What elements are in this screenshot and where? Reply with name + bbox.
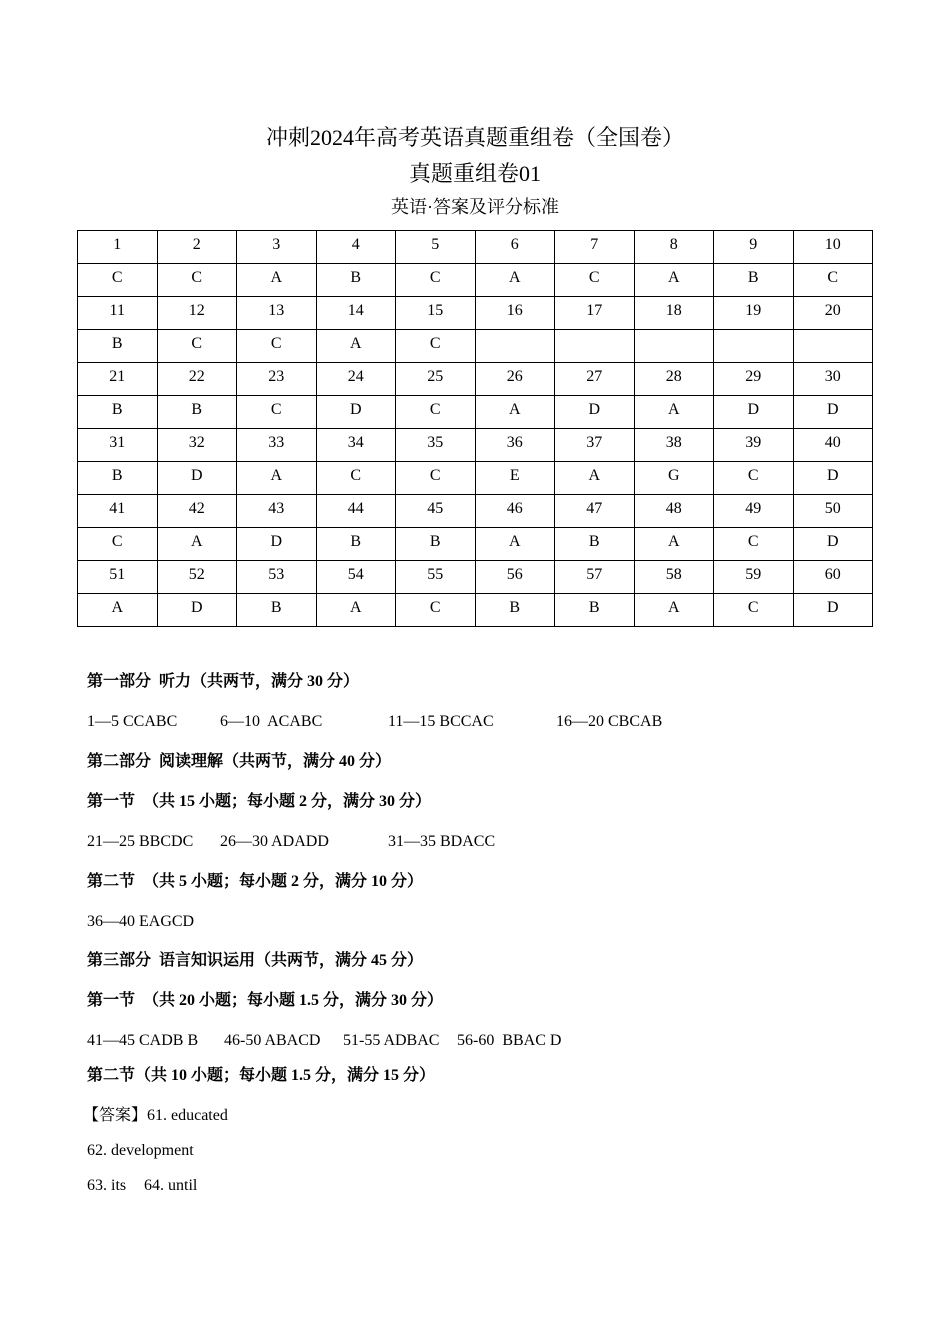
part2-heading: 第二部分 阅读理解（共两节，满分 40 分）: [87, 753, 392, 770]
answer-table: [77, 230, 873, 627]
question-number-cell: 45: [396, 495, 476, 528]
question-number-cell: 53: [237, 561, 317, 594]
question-number-cell: 15: [396, 297, 476, 330]
question-number-cell: 24: [316, 363, 396, 396]
answer-row: [78, 264, 873, 297]
answer-cell: A: [555, 462, 635, 495]
part3-sec1-heading: 第一节 （共 20 小题；每小题 1.5 分，满分 30 分）: [87, 992, 444, 1009]
question-number-cell: 60: [793, 561, 873, 594]
answer-cell: C: [396, 264, 476, 297]
answer-cell: B: [78, 462, 158, 495]
question-number-cell: 39: [714, 429, 794, 462]
answer-cell: D: [237, 528, 317, 561]
answer-cell: A: [157, 528, 237, 561]
question-number-cell: 9: [714, 231, 794, 264]
question-number-row: [78, 363, 873, 396]
page-subtitle: 真题重组卷01: [408, 161, 541, 186]
answer-cell: C: [157, 264, 237, 297]
question-number-cell: 50: [793, 495, 873, 528]
question-number-cell: 18: [634, 297, 714, 330]
answer-cell: B: [555, 528, 635, 561]
question-number-cell: 34: [316, 429, 396, 462]
question-number-cell: 17: [555, 297, 635, 330]
question-number-cell: 44: [316, 495, 396, 528]
question-number-cell: 33: [237, 429, 317, 462]
question-number-cell: 3: [237, 231, 317, 264]
answer-row: [78, 462, 873, 495]
part1-answers-1: 1—5 CCABC: [87, 713, 178, 730]
answer-cell: B: [157, 396, 237, 429]
part3-sec1-answers-3: 51-55 ADBAC: [343, 1032, 440, 1049]
answer-cell: A: [634, 594, 714, 627]
question-number-cell: 55: [396, 561, 476, 594]
answer-cell: [475, 330, 555, 363]
question-number-cell: 16: [475, 297, 555, 330]
question-number-cell: 32: [157, 429, 237, 462]
answer-cell: C: [157, 330, 237, 363]
question-number-cell: 2: [157, 231, 237, 264]
part2-sec1-answers-2: 26—30 ADADD: [220, 833, 329, 850]
question-number-cell: 42: [157, 495, 237, 528]
answer-cell: A: [475, 396, 555, 429]
answer-cell: B: [78, 396, 158, 429]
question-number-cell: 49: [714, 495, 794, 528]
answer-row: [78, 396, 873, 429]
answer-cell: G: [634, 462, 714, 495]
part1-answers-2: 6—10 ACABC: [220, 713, 323, 730]
answer-cell: C: [396, 462, 476, 495]
question-number-cell: 51: [78, 561, 158, 594]
question-number-cell: 43: [237, 495, 317, 528]
question-number-cell: 37: [555, 429, 635, 462]
question-number-cell: 14: [316, 297, 396, 330]
answer-cell: C: [78, 264, 158, 297]
part2-sec2-heading: 第二节 （共 5 小题；每小题 2 分，满分 10 分）: [87, 873, 424, 890]
answer-row: [78, 594, 873, 627]
answer-cell: C: [78, 528, 158, 561]
answer-cell: E: [475, 462, 555, 495]
page-caption: 英语·答案及评分标准: [391, 197, 559, 217]
question-number-cell: 7: [555, 231, 635, 264]
answer-cell: C: [237, 330, 317, 363]
answer-cell: B: [555, 594, 635, 627]
question-number-row: [78, 561, 873, 594]
answer-cell: C: [316, 462, 396, 495]
question-number-cell: 54: [316, 561, 396, 594]
question-number-cell: 13: [237, 297, 317, 330]
answer-cell: B: [237, 594, 317, 627]
answer-cell: C: [714, 528, 794, 561]
question-number-cell: 25: [396, 363, 476, 396]
question-number-cell: 35: [396, 429, 476, 462]
answer-cell: [634, 330, 714, 363]
part2-sec1-answers-1: 21—25 BBCDC: [87, 833, 194, 850]
answer-cell: A: [316, 330, 396, 363]
answer-cell: D: [157, 594, 237, 627]
part2-sec1-heading: 第一节 （共 15 小题；每小题 2 分，满分 30 分）: [87, 793, 432, 810]
question-number-cell: 26: [475, 363, 555, 396]
answer-cell: D: [793, 528, 873, 561]
question-number-cell: 12: [157, 297, 237, 330]
answer-cell: A: [237, 462, 317, 495]
part1-answers-3: 11—15 BCCAC: [388, 713, 494, 730]
question-number-cell: 21: [78, 363, 158, 396]
question-number-cell: 59: [714, 561, 794, 594]
part3-sec1-answers-1: 41—45 CADB B: [87, 1032, 199, 1049]
answer-cell: D: [316, 396, 396, 429]
answer-cell: D: [793, 462, 873, 495]
part3-sec1-answers-2: 46-50 ABACD: [224, 1032, 321, 1049]
answer-cell: B: [475, 594, 555, 627]
fill-answer-61: 【答案】61. educated: [83, 1107, 228, 1124]
answer-cell: A: [475, 264, 555, 297]
part3-sec1-answers-4: 56-60 BBAC D: [457, 1032, 562, 1049]
answer-cell: D: [157, 462, 237, 495]
answer-cell: A: [634, 528, 714, 561]
answer-cell: B: [316, 528, 396, 561]
part2-sec2-answers: 36—40 EAGCD: [87, 913, 195, 930]
answer-row: [78, 330, 873, 363]
answer-cell: C: [714, 594, 794, 627]
question-number-cell: 58: [634, 561, 714, 594]
question-number-cell: 5: [396, 231, 476, 264]
answer-cell: C: [793, 264, 873, 297]
answer-cell: A: [237, 264, 317, 297]
question-number-cell: 1: [78, 231, 158, 264]
part1-answers-4: 16—20 CBCAB: [556, 713, 663, 730]
answer-cell: D: [555, 396, 635, 429]
question-number-cell: 23: [237, 363, 317, 396]
answer-cell: A: [316, 594, 396, 627]
question-number-cell: 28: [634, 363, 714, 396]
answer-cell: C: [396, 330, 476, 363]
answer-row: [78, 528, 873, 561]
question-number-row: [78, 297, 873, 330]
answer-cell: C: [396, 594, 476, 627]
answer-cell: [555, 330, 635, 363]
question-number-row: [78, 429, 873, 462]
answer-cell: C: [555, 264, 635, 297]
answer-cell: A: [634, 264, 714, 297]
answer-cell: B: [396, 528, 476, 561]
answer-cell: C: [714, 462, 794, 495]
answer-cell: D: [714, 396, 794, 429]
answer-cell: [793, 330, 873, 363]
question-number-cell: 10: [793, 231, 873, 264]
fill-answer-63: 63. its: [87, 1177, 127, 1194]
answer-cell: C: [237, 396, 317, 429]
answer-cell: D: [793, 594, 873, 627]
question-number-cell: 47: [555, 495, 635, 528]
answer-cell: A: [634, 396, 714, 429]
page-title: 冲刺2024年高考英语真题重组卷（全国卷）: [265, 125, 684, 150]
question-number-row: [78, 231, 873, 264]
answer-cell: B: [78, 330, 158, 363]
answer-cell: [714, 330, 794, 363]
answer-cell: B: [316, 264, 396, 297]
question-number-cell: 8: [634, 231, 714, 264]
question-number-cell: 27: [555, 363, 635, 396]
fill-answer-62: 62. development: [87, 1142, 194, 1159]
answer-cell: B: [714, 264, 794, 297]
answer-cell: D: [793, 396, 873, 429]
question-number-cell: 11: [78, 297, 158, 330]
question-number-cell: 20: [793, 297, 873, 330]
question-number-cell: 46: [475, 495, 555, 528]
question-number-cell: 38: [634, 429, 714, 462]
part3-heading: 第三部分 语言知识运用（共两节，满分 45 分）: [87, 952, 424, 969]
question-number-cell: 19: [714, 297, 794, 330]
fill-answer-64: 64. until: [144, 1177, 198, 1194]
answer-cell: A: [78, 594, 158, 627]
part3-sec2-heading: 第二节（共 10 小题；每小题 1.5 分，满分 15 分）: [87, 1067, 436, 1084]
question-number-cell: 36: [475, 429, 555, 462]
question-number-cell: 30: [793, 363, 873, 396]
answer-cell: C: [396, 396, 476, 429]
question-number-cell: 56: [475, 561, 555, 594]
question-number-cell: 31: [78, 429, 158, 462]
part1-heading: 第一部分 听力（共两节，满分 30 分）: [87, 673, 360, 690]
question-number-cell: 40: [793, 429, 873, 462]
question-number-cell: 52: [157, 561, 237, 594]
question-number-cell: 22: [157, 363, 237, 396]
question-number-row: [78, 495, 873, 528]
answer-cell: A: [475, 528, 555, 561]
question-number-cell: 41: [78, 495, 158, 528]
question-number-cell: 57: [555, 561, 635, 594]
question-number-cell: 48: [634, 495, 714, 528]
question-number-cell: 4: [316, 231, 396, 264]
part2-sec1-answers-3: 31—35 BDACC: [388, 833, 496, 850]
question-number-cell: 6: [475, 231, 555, 264]
question-number-cell: 29: [714, 363, 794, 396]
